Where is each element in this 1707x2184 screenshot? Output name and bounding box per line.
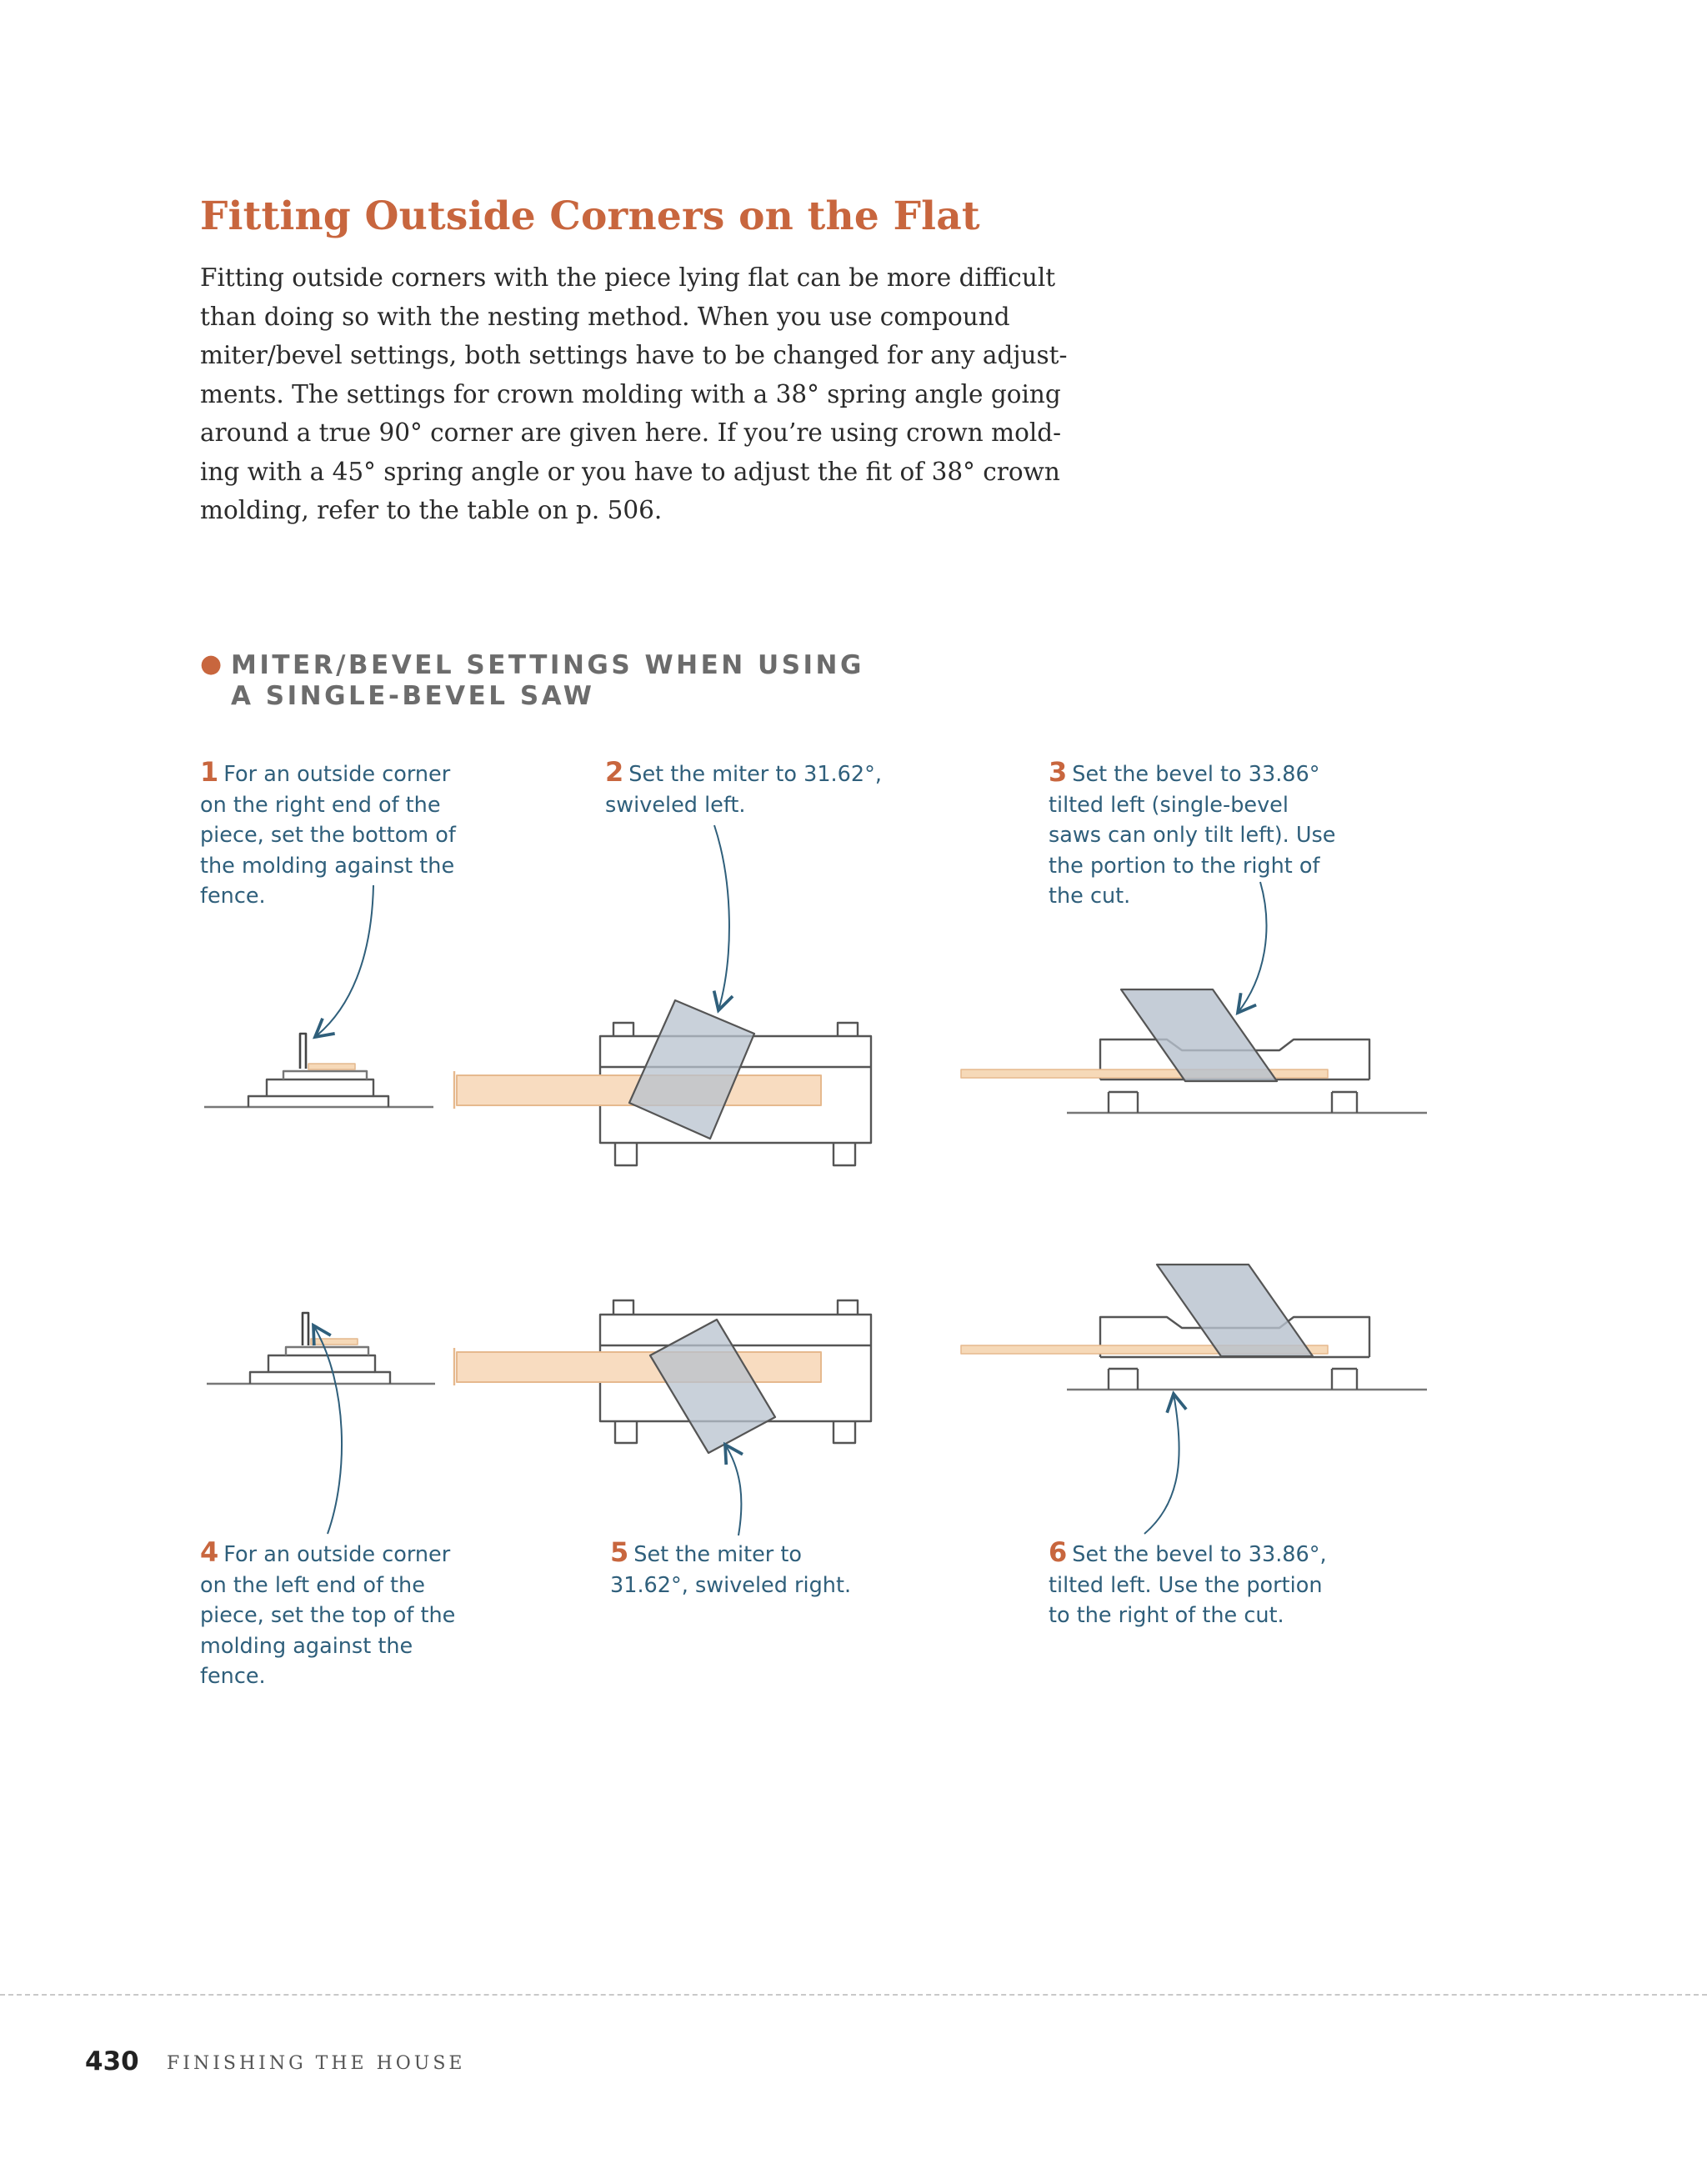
caption-line: fence. bbox=[200, 1664, 266, 1689]
front-view-6 bbox=[961, 1265, 1427, 1390]
figure-title bbox=[200, 650, 864, 712]
caption-line: the portion to the right of bbox=[1049, 853, 1320, 879]
figure-title-line: MITER/BEVEL SETTINGS WHEN USING bbox=[231, 650, 864, 680]
body-line: Fitting outside corners with the piece lying flat can be more difficult bbox=[200, 263, 1056, 292]
body-line: than doing so with the nesting method. When you use compound bbox=[200, 302, 1010, 331]
body-paragraph bbox=[200, 258, 1067, 530]
caption-step-1 bbox=[200, 757, 456, 912]
caption-line: piece, set the bottom of bbox=[200, 823, 456, 848]
caption-line: molding against the bbox=[200, 1633, 413, 1659]
leader-arrow-4 bbox=[313, 1325, 342, 1534]
caption-step-5 bbox=[610, 1537, 851, 1600]
caption-line: swiveled left. bbox=[605, 792, 746, 818]
figure-title-line: A SINGLE-BEVEL SAW bbox=[231, 681, 595, 711]
step-number: 4 bbox=[200, 1536, 219, 1568]
step-number: 6 bbox=[1049, 1536, 1068, 1568]
caption-line: piece, set the top of the bbox=[200, 1603, 456, 1628]
top-view-2 bbox=[454, 1000, 871, 1165]
caption-step-2 bbox=[605, 757, 882, 820]
body-line: miter/bevel settings, both settings have to be changed for any adjust- bbox=[200, 341, 1068, 369]
caption-line: tilted left. Use the portion bbox=[1049, 1572, 1323, 1598]
caption-line: the cut. bbox=[1049, 884, 1131, 909]
caption-line: on the left end of the bbox=[200, 1572, 425, 1598]
caption-step-3 bbox=[1049, 757, 1336, 912]
body-line: ing with a 45° spring angle or you have to adjust the fit of 38° crown bbox=[200, 457, 1060, 486]
caption-step-4 bbox=[200, 1537, 455, 1692]
caption-line: the molding against the bbox=[200, 853, 455, 879]
caption-line: 31.62°, swiveled right. bbox=[610, 1572, 852, 1598]
caption-line: saws can only tilt left). Use bbox=[1049, 823, 1336, 848]
bullet-icon: ● bbox=[200, 649, 223, 679]
step-number: 2 bbox=[605, 756, 624, 788]
caption-line: fence. bbox=[200, 884, 266, 909]
section-heading: Fitting Outside Corners on the Flat bbox=[200, 193, 980, 239]
leader-arrow-2 bbox=[714, 825, 729, 1010]
side-view-1 bbox=[204, 1034, 433, 1107]
page-divider bbox=[0, 1994, 1707, 1996]
leader-arrow-6 bbox=[1144, 1394, 1179, 1534]
top-view-5 bbox=[454, 1300, 871, 1453]
body-line: around a true 90° corner are given here. If you’re using crown mold- bbox=[200, 418, 1062, 447]
caption-line: 2 Set the miter to 31.62°, bbox=[605, 756, 882, 788]
leader-arrow-5 bbox=[725, 1445, 741, 1535]
step-number: 5 bbox=[610, 1536, 629, 1568]
caption-step-6 bbox=[1049, 1537, 1327, 1631]
caption-line: 3 Set the bevel to 33.86° bbox=[1049, 756, 1320, 788]
caption-line: on the right end of the bbox=[200, 792, 441, 818]
body-line: molding, refer to the table on p. 506. bbox=[200, 496, 663, 524]
side-view-4 bbox=[207, 1313, 435, 1384]
caption-line: 6 Set the bevel to 33.86°, bbox=[1049, 1536, 1327, 1568]
front-view-3 bbox=[961, 989, 1427, 1113]
body-line: ments. The settings for crown molding with a 38° spring angle going bbox=[200, 379, 1061, 408]
running-head: FINISHING THE HOUSE bbox=[167, 2053, 466, 2074]
page-number: 430 bbox=[85, 2046, 139, 2076]
caption-line: 5 Set the miter to bbox=[610, 1536, 802, 1568]
step-number: 1 bbox=[200, 756, 219, 788]
step-number: 3 bbox=[1049, 756, 1068, 788]
caption-line: to the right of the cut. bbox=[1049, 1603, 1284, 1628]
caption-line: tilted left (single-bevel bbox=[1049, 792, 1289, 818]
caption-line: 4 For an outside corner bbox=[200, 1536, 451, 1568]
caption-line: 1 For an outside corner bbox=[200, 756, 451, 788]
